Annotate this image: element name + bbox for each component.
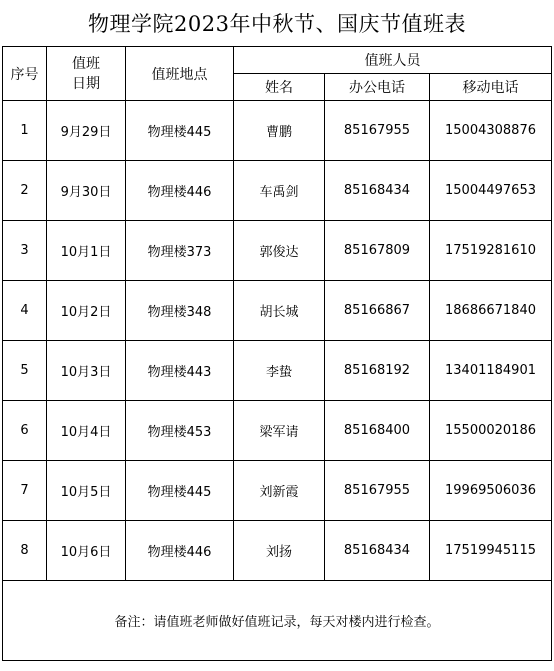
cell-location: 物理楼348	[126, 281, 234, 341]
cell-seq: 4	[3, 281, 47, 341]
table-row	[3, 461, 552, 521]
header-name: 姓名	[234, 74, 325, 101]
header-row-1	[3, 47, 552, 74]
cell-location: 物理楼445	[126, 101, 234, 161]
cell-date: 10月1日	[47, 221, 126, 281]
cell-name: 胡长城	[234, 281, 325, 341]
remark-row	[3, 581, 552, 661]
cell-mobile-phone: 17519281610	[430, 221, 552, 281]
cell-location: 物理楼443	[126, 341, 234, 401]
cell-seq: 1	[3, 101, 47, 161]
cell-name: 曹鹏	[234, 101, 325, 161]
cell-seq: 6	[3, 401, 47, 461]
header-seq: 序号	[3, 47, 47, 101]
cell-name: 李蛰	[234, 341, 325, 401]
header-staff: 值班人员	[234, 47, 552, 74]
cell-office-phone: 85168192	[325, 341, 430, 401]
cell-name: 梁军请	[234, 401, 325, 461]
cell-mobile-phone: 17519945115	[430, 521, 552, 581]
cell-seq: 2	[3, 161, 47, 221]
header-location: 值班地点	[126, 47, 234, 101]
cell-location: 物理楼453	[126, 401, 234, 461]
header-mobile-phone: 移动电话	[430, 74, 552, 101]
cell-mobile-phone: 15500020186	[430, 401, 552, 461]
cell-mobile-phone: 13401184901	[430, 341, 552, 401]
cell-date: 10月6日	[47, 521, 126, 581]
table-row	[3, 161, 552, 221]
cell-office-phone: 85166867	[325, 281, 430, 341]
table-row	[3, 221, 552, 281]
cell-date: 10月5日	[47, 461, 126, 521]
cell-office-phone: 85168434	[325, 161, 430, 221]
cell-date: 10月3日	[47, 341, 126, 401]
cell-seq: 5	[3, 341, 47, 401]
cell-office-phone: 85168400	[325, 401, 430, 461]
duty-table	[2, 46, 552, 661]
cell-name: 车禹剑	[234, 161, 325, 221]
cell-date: 10月2日	[47, 281, 126, 341]
cell-seq: 7	[3, 461, 47, 521]
cell-seq: 3	[3, 221, 47, 281]
cell-location: 物理楼446	[126, 161, 234, 221]
cell-name: 郭俊达	[234, 221, 325, 281]
cell-name: 刘新霞	[234, 461, 325, 521]
cell-location: 物理楼373	[126, 221, 234, 281]
cell-mobile-phone: 15004497653	[430, 161, 552, 221]
header-date-line2: 日期	[72, 75, 100, 92]
remark-text: 备注：请值班老师做好值班记录，每天对楼内进行检查。	[3, 581, 552, 661]
cell-office-phone: 85168434	[325, 521, 430, 581]
cell-mobile-phone: 15004308876	[430, 101, 552, 161]
table-row	[3, 281, 552, 341]
cell-date: 10月4日	[47, 401, 126, 461]
cell-office-phone: 85167955	[325, 101, 430, 161]
table-row	[3, 101, 552, 161]
header-date-line1: 值班	[72, 55, 100, 72]
cell-mobile-phone: 19969506036	[430, 461, 552, 521]
cell-location: 物理楼446	[126, 521, 234, 581]
cell-date: 9月30日	[47, 161, 126, 221]
cell-location: 物理楼445	[126, 461, 234, 521]
table-row	[3, 341, 552, 401]
header-office-phone: 办公电话	[325, 74, 430, 101]
header-date	[47, 47, 126, 101]
cell-date: 9月29日	[47, 101, 126, 161]
cell-seq: 8	[3, 521, 47, 581]
cell-name: 刘扬	[234, 521, 325, 581]
table-row	[3, 401, 552, 461]
page-title: 物理学院2023年中秋节、国庆节值班表	[88, 12, 466, 36]
table-row	[3, 521, 552, 581]
cell-office-phone: 85167955	[325, 461, 430, 521]
cell-mobile-phone: 18686671840	[430, 281, 552, 341]
cell-office-phone: 85167809	[325, 221, 430, 281]
